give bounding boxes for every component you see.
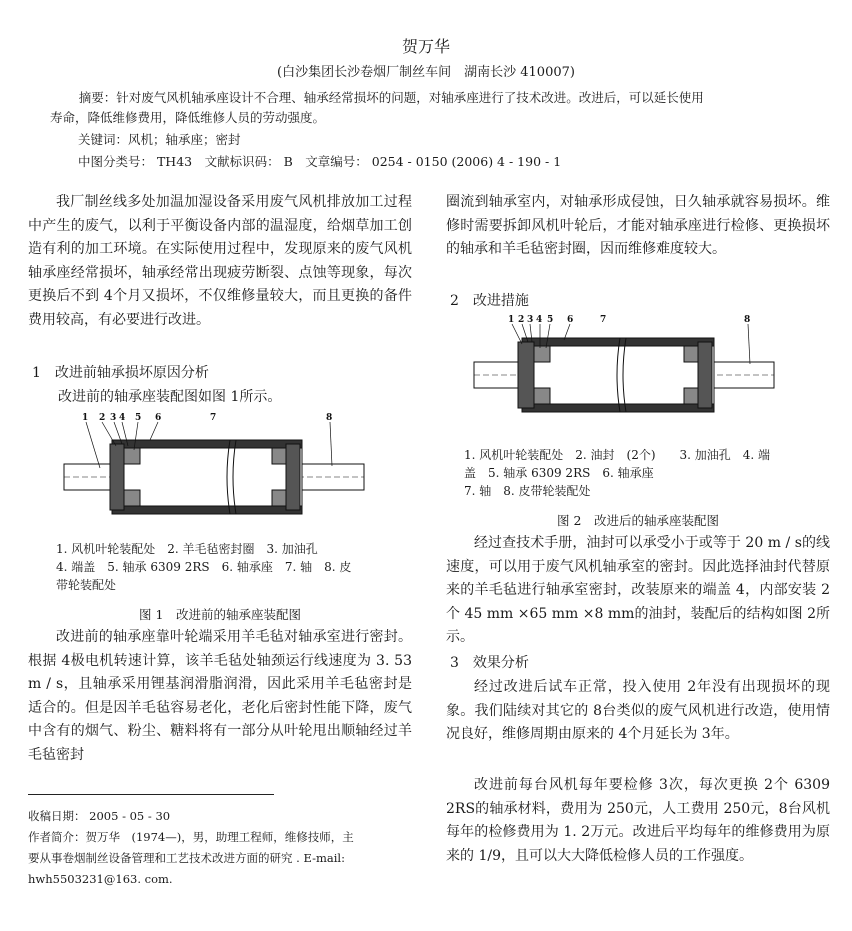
figure-2-drawing bbox=[470, 312, 780, 430]
figure-1-caption bbox=[56, 540, 351, 594]
figure-1-caption-line: 4. 端盖 5. 轴承 6309 2RS 6. 轴承座 7. 轴 8. 皮 bbox=[56, 560, 352, 574]
figure-2-caption-line: 7. 轴 8. 皮带轮装配处 bbox=[464, 484, 591, 498]
footnote-rule bbox=[28, 794, 274, 795]
figure-1-label: 7 bbox=[210, 413, 217, 423]
body-paragraph: 经过改进后试车正常，投入使用 2年没有出现损坏的现象。我们陆续对其它的 8台类似的废气风机进行改造，使用情况良好，维修周期由原来的 4个月延长为 3年。 bbox=[446, 679, 830, 742]
figure-1-label: 4 bbox=[119, 413, 126, 423]
footnote-line: 作者简介：贺万华 (1974—)，男，助理工程师，维修技师，主 bbox=[28, 830, 354, 844]
figure-2-label: 8 bbox=[744, 315, 751, 325]
figure-1-label: 2 bbox=[99, 413, 106, 423]
right-para-3 bbox=[446, 676, 830, 747]
figure-2-label: 4 bbox=[536, 315, 543, 325]
figure-2-label: 2 bbox=[518, 315, 525, 325]
figure-2-caption-line: 1. 风机叶轮装配处 2. 油封 (2个) 3. 加油孔 4. 端 bbox=[464, 448, 771, 462]
intro-paragraph: 我厂制丝线多处加温加湿设备采用废气风机排放加工过程中产生的废气，以利于平衡设备内部的温湿度，给烟草加工创造有利的加工环境。在实际使用过程中，发现原来的废气风机轴承座经常损坏，轴承经常出现疲劳断裂、点蚀等现象，每次更换后不到 4个月又损坏，不仅维修量较大，而且更换的备件费用较高，有必要进行改进。 bbox=[28, 194, 412, 328]
body-paragraph: 改进前的轴承座靠叶轮端采用羊毛毡对轴承室进行密封。根据 4极电机转速计算，该羊毛毡处轴颈运行线速度为 3. 53 m / s，且轴承采用锂基润滑脂润滑，因此采用羊毛毡密封是适合的。但是因羊毛毡容易老化，老化后密封性能下降，废气中含有的烟气、粉尘、糖料将有一部分从叶轮甩出顺轴经过羊毛毡密封 bbox=[28, 629, 412, 763]
author-affiliation: (白沙集团长沙卷烟厂制丝车间 湖南长沙 410007) bbox=[277, 65, 575, 80]
body-paragraph: 圈流到轴承室内，对轴承形成侵蚀，日久轴承就容易损坏。维修时需要拆卸风机叶轮后，才能对轴承座进行检修、更换损坏的轴承和羊毛毡密封圈，因而维修难度较大。 bbox=[446, 194, 830, 257]
keywords: 关键词：风机；轴承座；密封 bbox=[78, 132, 241, 147]
figure-2-label: 1 bbox=[508, 315, 515, 325]
figure-1-label: 1 bbox=[82, 413, 89, 423]
figure-1-drawing bbox=[60, 410, 370, 528]
section-1-title: 1 改进前轴承损坏原因分析 bbox=[32, 365, 209, 381]
section-1-intro: 改进前的轴承座装配图如图 1所示。 bbox=[58, 389, 282, 405]
figure-1-title: 图 1 改进前的轴承座装配图 bbox=[139, 607, 301, 622]
figure-2-caption bbox=[464, 446, 770, 500]
author-name: 贺万华 bbox=[401, 37, 450, 56]
section-3-title: 3 效果分析 bbox=[450, 655, 529, 671]
left-intro bbox=[28, 191, 412, 332]
abstract bbox=[50, 88, 810, 128]
figure-2-caption-line: 盖 5. 轴承 6309 2RS 6. 轴承座 bbox=[464, 466, 654, 480]
figure-2-label: 6 bbox=[567, 315, 574, 325]
figure-2-label: 5 bbox=[547, 315, 554, 325]
right-para-2 bbox=[446, 532, 830, 650]
section-2-title: 2 改进措施 bbox=[450, 293, 529, 309]
abstract-line: 摘要：针对废气风机轴承座设计不合理、轴承经常损坏的问题，对轴承座进行了技术改进。改进后，可以延长使用 bbox=[78, 90, 704, 105]
figure-1-caption-line: 带轮装配处 bbox=[56, 578, 117, 592]
footnote-line: 收稿日期： 2005 - 05 - 30 bbox=[28, 809, 171, 823]
footnote-line: 要从事卷烟制丝设备管理和工艺技术改进方面的研究 . E-mail: bbox=[28, 851, 345, 865]
abstract-line: 寿命，降低维修费用，降低维修人员的劳动强度。 bbox=[50, 110, 326, 125]
body-paragraph: 经过查技术手册，油封可以承受小于或等于 20 m / s的线速度，可以用于废气风机轴承室的密封。因此选择油封代替原来的羊毛毡进行轴承室密封，改装原来的端盖 4，内部安装 2个 45 mm ×65 mm ×8 mm的油封，装配后的结构如图 2所示。 bbox=[446, 535, 830, 645]
left-para-2 bbox=[28, 626, 412, 767]
figure-1-label: 8 bbox=[326, 413, 333, 423]
classification-codes: 中图分类号： TH43 文献标识码： B 文章编号： 0254 - 0150 (2006) 4 - 190 - 1 bbox=[78, 154, 562, 169]
figure-1-label: 6 bbox=[155, 413, 162, 423]
right-para-1 bbox=[446, 191, 830, 262]
figure-2-label: 7 bbox=[600, 315, 607, 325]
footnote bbox=[28, 806, 424, 890]
figure-1-label: 5 bbox=[135, 413, 142, 423]
footnote-line: hwh5503231@163. com. bbox=[28, 872, 173, 886]
body-paragraph: 改进前每台风机每年要检修 3次，每次更换 2个 6309 2RS的轴承材料，费用为 250元，人工费用 250元，8台风机每年的检修费用为 1. 2万元。改进后平均每年的维修费用为原来的 1/9，且可以大大降低检修人员的工作强度。 bbox=[446, 777, 830, 864]
figure-2-title: 图 2 改进后的轴承座装配图 bbox=[557, 513, 719, 528]
figure-1-caption-line: 1. 风机叶轮装配处 2. 羊毛毡密封圈 3. 加油孔 bbox=[56, 542, 318, 556]
figure-2-label: 3 bbox=[527, 315, 534, 325]
figure-1-label: 3 bbox=[110, 413, 117, 423]
right-para-4 bbox=[446, 774, 830, 868]
